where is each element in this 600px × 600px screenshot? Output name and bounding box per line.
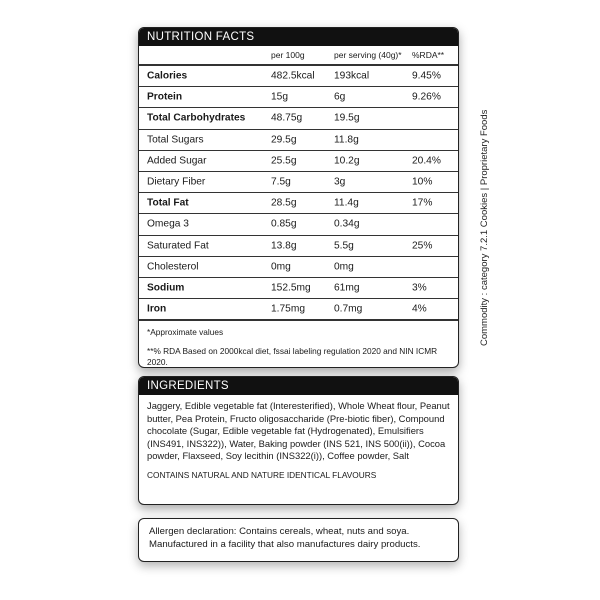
value-per-100g: 28.5g: [271, 197, 297, 209]
nutrition-row: [139, 172, 458, 193]
value-per-serving: 11.8g: [334, 134, 359, 146]
nutrition-row: [139, 278, 458, 299]
value-per-serving: 10.2g: [334, 155, 360, 167]
value-per-serving: 0.34g: [334, 218, 360, 230]
nutrient-name: Dietary Fiber: [147, 176, 206, 188]
value-per-serving: 5.5g: [334, 240, 354, 252]
allergen-declaration: [139, 519, 458, 557]
nutrition-row: [139, 193, 458, 214]
value-per-serving: 3g: [334, 176, 346, 188]
nutrition-facts-title: NUTRITION FACTS: [139, 28, 458, 46]
footnote-approximate: *Approximate values: [147, 327, 224, 338]
flavours-note: CONTAINS NATURAL AND NATURE IDENTICAL FLAVOURS: [147, 469, 377, 480]
allergen-panel: [138, 518, 459, 562]
nutrient-name: Total Fat: [147, 197, 189, 209]
value-per-serving: 61mg: [334, 282, 360, 294]
footnote-rda: **% RDA Based on 2000kcal diet, fssai labeling regulation 2020 and NIN ICMR 2020.: [147, 346, 438, 368]
nutrient-name: Total Carbohydrates: [147, 112, 246, 124]
nutrition-row: [139, 257, 458, 278]
nutrition-row: [139, 130, 458, 151]
value-per-100g: 0mg: [271, 261, 291, 273]
nutrient-name: Omega 3: [147, 218, 189, 230]
nutrient-name: Cholesterol: [147, 261, 199, 273]
nutrition-row: [139, 151, 458, 172]
value-per-100g: 29.5g: [271, 134, 297, 146]
nutrition-row: [139, 236, 458, 257]
column-header-per-serving: per serving (40g)*: [334, 50, 402, 60]
value-per-serving: 193kcal: [334, 70, 370, 82]
value-rda: 17%: [412, 197, 433, 209]
value-rda: 20.4%: [412, 155, 441, 167]
nutrient-name: Protein: [147, 91, 183, 103]
value-per-100g: 7.5g: [271, 176, 291, 188]
nutrition-facts-panel: [138, 27, 459, 368]
value-per-100g: 152.5mg: [271, 282, 311, 294]
value-rda: 9.26%: [412, 91, 441, 103]
value-per-100g: 13.8g: [271, 240, 297, 252]
allergen-line-2: Manufactured in a facility that also manufactures dairy products.: [149, 539, 421, 550]
nutrition-row: [139, 214, 458, 235]
value-rda: 3%: [412, 282, 427, 294]
nutrient-name: Iron: [147, 303, 167, 315]
column-header-rda: %RDA**: [412, 50, 445, 60]
nutrition-row: [139, 87, 458, 108]
value-rda: 4%: [412, 303, 427, 315]
value-per-100g: 0.85g: [271, 218, 297, 230]
value-per-100g: 48.75g: [271, 112, 303, 124]
ingredients-title: INGREDIENTS: [139, 377, 458, 395]
ingredients-list: Jaggery, Edible vegetable fat (Interesterified), Whole Wheat flour, Peanut butter, Pea Protein, Fructo oligosaccharide (Pre-biotic fiber), Compound chocolate (Sugar, Edible vegetable fat (Hydrogenated), Emulsifiers (INS491, INS322)), Water, Baking powder (INS 521, INS 500(ii)), Cocoa powder, Flaxseed, Soy lecithin (INS322(i)), Coffee powder, Salt: [147, 400, 450, 461]
value-per-serving: 19.5g: [334, 112, 360, 124]
value-per-100g: 1.75mg: [271, 303, 305, 315]
value-per-serving: 6g: [334, 91, 346, 103]
nutrient-name: Sodium: [147, 282, 185, 294]
allergen-line-1: Allergen declaration: Contains cereals, wheat, nuts and soya.: [149, 526, 410, 537]
nutrient-name: Saturated Fat: [147, 240, 209, 252]
nutrition-footnotes: [139, 321, 458, 368]
nutrition-row: [139, 66, 458, 87]
nutrient-name: Total Sugars: [147, 134, 204, 146]
value-rda: 10%: [412, 176, 433, 188]
value-per-serving: 11.4g: [334, 197, 359, 209]
value-per-100g: 482.5kcal: [271, 70, 315, 82]
nutrition-rows: [139, 66, 458, 321]
commodity-category-label: Commodity : category 7.2.1 Cookies | Proprietary Foods: [479, 109, 490, 346]
column-header-per-100g: per 100g: [271, 50, 305, 60]
value-per-serving: 0mg: [334, 261, 354, 273]
value-rda: 25%: [412, 240, 433, 252]
value-rda: 9.45%: [412, 70, 441, 82]
nutrition-row: [139, 299, 458, 321]
ingredients-panel: [138, 376, 459, 505]
value-per-100g: 25.5g: [271, 155, 297, 167]
nutrient-name: Calories: [147, 70, 188, 82]
value-per-serving: 0.7mg: [334, 303, 363, 315]
nutrition-row: [139, 108, 458, 129]
nutrient-name: Added Sugar: [147, 155, 207, 167]
nutrition-column-headers: [139, 46, 458, 66]
value-per-100g: 15g: [271, 91, 288, 103]
